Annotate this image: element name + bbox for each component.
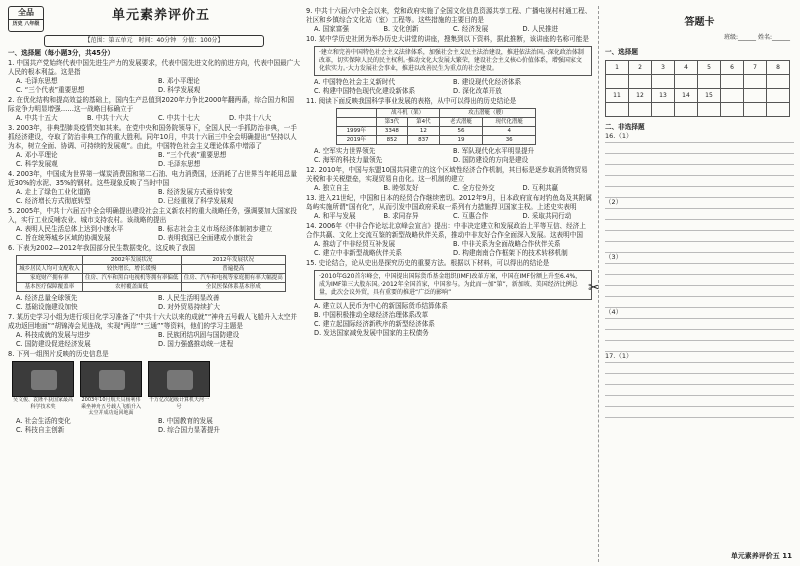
answer-cell[interactable]: 13 bbox=[652, 89, 675, 103]
option[interactable]: C. 科学发展观 bbox=[16, 160, 58, 168]
option[interactable]: B. 经济发展方式亟待转变 bbox=[158, 188, 233, 196]
table-header bbox=[337, 109, 377, 118]
option[interactable]: A. 毛泽东思想 bbox=[16, 77, 58, 85]
options-14 bbox=[306, 240, 592, 258]
option[interactable]: A. 中国特色社会主义新时代 bbox=[314, 78, 396, 86]
question-10: 10. 某中学历史社团为举办历史大讲堂的讲座，搜集到以下资料，据此推断，该讲座的名称可能是 bbox=[306, 35, 589, 43]
logo-subtitle: 历史 八年级 bbox=[9, 19, 43, 28]
answer-grid bbox=[605, 60, 790, 117]
table-cell: 56 bbox=[439, 127, 483, 136]
option[interactable]: B. 标志社会主义市场经济体制初步建立 bbox=[158, 225, 273, 233]
table-cell: 837 bbox=[408, 136, 440, 145]
table-11 bbox=[336, 108, 536, 145]
question-15: 15. 史论结合，论从史出是探究历史的重要方法。根据以下材料，可以得出的结论是 bbox=[306, 259, 550, 267]
question-5: 5. 2005年，中共十六届五中全会明确提出建设社会主义新农村的重大战略任务，强调要加大国家投入，实行工业反哺农业、城市支持农村。该战略的提出 bbox=[8, 207, 297, 224]
table-cell: 住房、汽车和电视等家庭拥有率大幅提高 bbox=[181, 274, 285, 283]
option[interactable]: C. 经济增长方式彻底转型 bbox=[16, 197, 91, 205]
student-info: 班级:______ 姓名:______ bbox=[724, 34, 790, 41]
section-heading: 二、非选择题 bbox=[605, 123, 645, 131]
option[interactable]: C. 海军的科技力量领先 bbox=[314, 156, 383, 164]
source-box-15: ·2010年G20首尔峰会，中国提出国际货币基金组织(IMF)改革方案，中国在IMF份额上升至6.4%，成为IMF第三大股东国。·2012年全国首家，中国参与。为此而一加“第”，新加坡、美国经济比例总量，此次会议外贸，具有重要的推进“广泛的影响” bbox=[314, 270, 592, 300]
option[interactable]: C. “三个代表”重要思想 bbox=[16, 86, 85, 94]
option[interactable]: D. 科学发展观 bbox=[158, 86, 201, 94]
table-row bbox=[17, 274, 286, 283]
question-7: 7. 某历史学习小组为进行项目化学习准备了“中共十六大以来的成就”“神舟五号载人飞船升入太空并成功返回地面”“胡锦涛会见连战，实现“两岸”“三通””等资料，他们的学习主题是 bbox=[8, 313, 297, 330]
question-12: 12. 2010年，中国与东盟10国共同建立的这个区域性经济合作机制，其目标是逐步取消货物贸易关税和非关税壁垒，实现贸易自由化。这一机制的建立 bbox=[306, 166, 588, 183]
section-heading: 一、选择题（每小题3分，共45分） bbox=[8, 49, 115, 57]
options-2 bbox=[8, 114, 300, 123]
page-footer bbox=[731, 551, 792, 561]
table-cell bbox=[337, 118, 377, 127]
source-box-10: ·建立和完善中国特色社会主义法律体系，加强社会主义民主法治建设，推进依法治国。·深化政治体制改革，切实保障人民的民主权利。·推动文化大发展大繁荣，建设社会主义核心价值体系，增强国家文化软实力。·大力发展社会事业，推进以改善民生为重点的社会建设。 bbox=[314, 46, 592, 76]
option[interactable]: B. 中国积极推动全球经济治理体系改革 bbox=[314, 311, 429, 319]
option[interactable]: A. 独立自主 bbox=[314, 184, 349, 192]
option[interactable]: C. 经济发展 bbox=[453, 25, 489, 33]
answer-cell[interactable]: 14 bbox=[675, 89, 698, 103]
question-11: 11. 阅读下面反映我国科学事业发展的表格，从中可以得出的历史结论是 bbox=[306, 97, 517, 105]
table-cell: 现代化潜艇 bbox=[483, 118, 536, 127]
answer-line[interactable]: （3） bbox=[605, 253, 794, 264]
column-left bbox=[8, 6, 300, 562]
question-8: 8. 下列一组图片反映的历史信息是 bbox=[8, 350, 109, 358]
options-1 bbox=[8, 77, 300, 95]
answer-cell[interactable]: 12 bbox=[629, 89, 652, 103]
table-row bbox=[17, 265, 286, 274]
options-9 bbox=[306, 25, 592, 34]
answer-line[interactable]: 16.（1） bbox=[605, 132, 794, 143]
option[interactable]: A. 科技成就的发展与进步 bbox=[16, 331, 91, 339]
options-10 bbox=[306, 78, 592, 96]
table-header: 2012年发展状况 bbox=[181, 256, 285, 265]
option[interactable]: D. 毛泽东思想 bbox=[158, 160, 201, 168]
option[interactable]: D. 人民推进 bbox=[522, 25, 559, 33]
option[interactable]: C. 建立起国际经济新秩序的新型经济体系 bbox=[314, 320, 435, 328]
option[interactable]: D. 对外贸易持续扩大 bbox=[158, 303, 221, 311]
option[interactable]: B. 民族团结巩固与国防建设 bbox=[158, 331, 240, 339]
table-cell: 家庭财产拥有率 bbox=[17, 274, 83, 283]
table-cell: 城乡居民人均可支配收入 bbox=[17, 265, 83, 274]
table-cell: 较快增长，增长缓慢 bbox=[82, 265, 181, 274]
logo-text: 全品 bbox=[18, 8, 34, 17]
answer-cell[interactable]: 2 bbox=[629, 61, 652, 75]
question-1: 1. 中国共产党始终代表中国先进生产力的发展要求，代表中国先进文化的前进方向，代表中国最广大人民的根本利益。这是指 bbox=[8, 59, 300, 76]
table-cell: 2019年 bbox=[337, 136, 377, 145]
table-cell: 老式潜艇 bbox=[439, 118, 483, 127]
table-header: 2002年发展状况 bbox=[82, 256, 181, 265]
option[interactable]: B. 求同存异 bbox=[383, 212, 419, 220]
option[interactable]: C. 国防建设促进经济发展 bbox=[16, 340, 91, 348]
question-2: 2. 在优化结构和提高效益的基础上，国内生产总值到2020年力争比2000年翻两番，综合国力和国际竞争力明显增强……这一战略目标确立于 bbox=[8, 96, 294, 113]
exam-meta: 【范围：第五单元 时间：40分钟 分值：100分】 bbox=[44, 35, 264, 47]
question-6: 6. 下表为2002—2012年我国部分民生数据变化，这反映了我国 bbox=[8, 244, 196, 252]
question-13: 13. 进入21世纪，中国和日本的经贸合作继续密切。2012年9月，日本政府宣布对钓鱼岛及其附属岛屿实施所谓“国有化”，从而引发中国政府采取一系列有力措施捍卫国家主权。上述史实表明 bbox=[306, 194, 592, 211]
option[interactable]: C. 基础设施建设加快 bbox=[16, 303, 78, 311]
options-8 bbox=[8, 417, 300, 435]
option[interactable]: C. 全方位外交 bbox=[453, 184, 495, 192]
brand-logo bbox=[8, 6, 44, 32]
option[interactable]: B. 中国教育的发展 bbox=[158, 416, 213, 425]
option[interactable]: A. 国家富强 bbox=[314, 25, 349, 33]
question-4: 4. 2003年，中国成为世界第一煤炭消费国和第二石油、电力消费国，还消耗了占世界当年耗用总量近30%的水泥、35%的钢材。这些现象反映了当时中国 bbox=[8, 170, 297, 187]
option[interactable]: B. 文化创新 bbox=[383, 25, 419, 33]
table-row bbox=[337, 127, 536, 136]
option[interactable]: C. 旨在统筹城乡区域的协调发展 bbox=[16, 234, 111, 242]
option[interactable]: C. 构建中国特色现代化建设新体系 bbox=[314, 87, 416, 95]
option[interactable]: A. 空军实力世界领先 bbox=[314, 147, 376, 155]
option[interactable]: B. 军队现代化水平明显提升 bbox=[453, 147, 535, 155]
option[interactable]: B. 人民生活明显改善 bbox=[158, 294, 220, 302]
option[interactable]: D. 构建南南合作框架下的技术转移机制 bbox=[453, 249, 568, 257]
table-header: 攻击潜艇（艘） bbox=[439, 109, 535, 118]
table-header bbox=[17, 256, 83, 265]
option[interactable]: A. 推动了中非经贸互补发展 bbox=[314, 240, 396, 248]
table-cell: 4 bbox=[483, 127, 536, 136]
scissors-icon: ✂ bbox=[588, 280, 600, 296]
table-cell: 住房、汽车和黑白电视机等拥有率偏低 bbox=[82, 274, 181, 283]
option[interactable]: B. 建设现代化经济体系 bbox=[453, 78, 522, 86]
answer-card-title: 答题卡 bbox=[684, 17, 715, 28]
column-middle bbox=[306, 6, 592, 562]
answer-cell[interactable]: 4 bbox=[675, 61, 698, 75]
table-header: 战斗机（架） bbox=[376, 109, 439, 118]
option[interactable]: D. 深化改革开放 bbox=[453, 87, 502, 95]
option[interactable]: D. 发达国家减免发展中国家的主权债务 bbox=[314, 329, 429, 337]
options-11 bbox=[306, 147, 592, 165]
table-row bbox=[337, 136, 536, 145]
answer-cell[interactable]: 15 bbox=[698, 89, 721, 103]
photo-caption: 吴文俊、袁隆平获国家最高科学技术奖 bbox=[12, 397, 73, 410]
option[interactable]: A. 和平与发展 bbox=[314, 212, 356, 220]
option[interactable]: D. 已经重视了科学发展观 bbox=[158, 197, 234, 205]
option[interactable]: A. 建立以人民币为中心的新国际货币结算体系 bbox=[314, 302, 448, 310]
answer-cell[interactable]: 11 bbox=[606, 89, 629, 103]
option[interactable]: A. 中共十五大 bbox=[16, 114, 58, 122]
options-7 bbox=[8, 331, 300, 349]
page-title: 单元素养评价五 bbox=[112, 8, 211, 23]
table-cell: 第4代 bbox=[408, 118, 440, 127]
option[interactable]: D. 国防建设的方向是建设 bbox=[453, 156, 529, 164]
table-cell: 1999年 bbox=[337, 127, 377, 136]
section-heading: 一、选择题 bbox=[605, 48, 638, 56]
option[interactable]: A. 表明人民生活总体上达到小康水平 bbox=[16, 225, 124, 233]
option[interactable]: A. 经济总量全球领先 bbox=[16, 294, 78, 302]
options-12 bbox=[306, 184, 592, 193]
options-15 bbox=[306, 302, 592, 338]
options-6 bbox=[8, 294, 300, 312]
option[interactable]: B. 中非关系为全面战略合作伙伴关系 bbox=[453, 240, 561, 248]
option[interactable]: A. 邓小平理论 bbox=[16, 151, 58, 159]
question-9: 9. 中共十六届六中全会以来，党和政府实施了全国文化信息资源共享工程、广播电视村村通工程、社区和乡镇综合文化站（室）工程等。这些措施的主要目的是 bbox=[306, 7, 592, 24]
option[interactable]: B. 邓小平理论 bbox=[158, 77, 200, 85]
option[interactable]: C. 建立中非新型战略伙伴关系 bbox=[314, 249, 402, 257]
option[interactable]: D. 采取共同行动 bbox=[522, 212, 572, 220]
table-cell: 基本医疗保障覆盖率 bbox=[17, 283, 83, 292]
options-13 bbox=[306, 212, 592, 221]
option[interactable]: D. 综合国力显著提升 bbox=[158, 425, 221, 434]
option[interactable]: A. 走上了绿色工业化道路 bbox=[16, 188, 91, 196]
answer-cell[interactable]: 7 bbox=[744, 61, 767, 75]
table-cell: 农村覆盖面低 bbox=[82, 283, 181, 292]
photo-row bbox=[8, 361, 300, 417]
question-3: 3. 2003年，非典型肺炎疫情突如其来。在党中央和国务院领导下，全国人民一手抓防治非典，一手抓经济建设，夺取了防治非典工作的重大胜利。同年10月，中共十六届三中全会明确提出“坚持以人为本，树立全面、协调、可持续的发展观”。由此，中国特色社会主义理论体系中增添了 bbox=[8, 124, 297, 150]
table-cell: 全民医保体系基本形成 bbox=[181, 283, 285, 292]
option[interactable]: C. 互惠合作 bbox=[453, 212, 489, 220]
answer-cell[interactable]: 1 bbox=[606, 61, 629, 75]
option[interactable]: C. 中共十七大 bbox=[158, 114, 200, 122]
option[interactable]: C. 科技自主创新 bbox=[16, 425, 65, 434]
option[interactable]: D. 互利共赢 bbox=[522, 184, 559, 192]
photo-astronaut bbox=[80, 361, 142, 397]
photo-scientists bbox=[12, 361, 74, 397]
answer-line[interactable]: （4） bbox=[605, 308, 794, 319]
table-cell: 3348 bbox=[376, 127, 408, 136]
answer-line[interactable]: 17.（1） bbox=[605, 352, 794, 363]
answer-cell[interactable]: 8 bbox=[767, 61, 790, 75]
photo-supercomputer bbox=[148, 361, 210, 397]
name-label: 姓名: bbox=[757, 34, 772, 41]
option[interactable]: D. 表明我国已全面建成小康社会 bbox=[158, 234, 253, 242]
table-cell: 普遍提高 bbox=[181, 265, 285, 274]
option[interactable]: B. 睦邻友好 bbox=[383, 184, 419, 192]
option[interactable]: D. 中共十八大 bbox=[229, 114, 272, 122]
option[interactable]: A. 社会生活的变化 bbox=[16, 416, 71, 425]
answer-cell[interactable]: 3 bbox=[652, 61, 675, 75]
page-number: 11 bbox=[782, 552, 792, 560]
table-cell: 12 bbox=[408, 127, 440, 136]
answer-cell[interactable]: 6 bbox=[721, 61, 744, 75]
table-cell: 第3代 bbox=[376, 118, 408, 127]
photo-caption: 2003年10月航天员杨利伟乘坐神舟五号载人飞船升入太空并成功返回地面 bbox=[80, 397, 141, 416]
option[interactable]: B. 中共十六大 bbox=[87, 114, 129, 122]
question-14: 14. 2006年《中非合作论坛北京峰会宣言》提出：中非决定建立和发展政治上平等互信、经济上合作共赢、文化上交流互鉴的新型战略伙伴关系，推动中非友好合作全面深入发展。这表明中国 bbox=[306, 222, 586, 239]
table-cell: 19 bbox=[439, 136, 483, 145]
answer-line[interactable]: （2） bbox=[605, 198, 794, 209]
table-cell: 36 bbox=[483, 136, 536, 145]
answer-cell[interactable]: 5 bbox=[698, 61, 721, 75]
answer-card bbox=[598, 6, 794, 562]
table-6 bbox=[16, 255, 286, 292]
options-3 bbox=[8, 151, 300, 169]
option[interactable]: D. 国力强盛推动统一进程 bbox=[158, 340, 234, 348]
class-label: 班级: bbox=[724, 34, 739, 41]
options-4 bbox=[8, 188, 300, 206]
option[interactable]: B. “三个代表”重要思想 bbox=[158, 151, 227, 159]
options-5 bbox=[8, 225, 300, 243]
photo-caption: 千万亿次超级计算机天河一号 bbox=[148, 397, 209, 410]
footer-text: 单元素养评价五 bbox=[730, 552, 780, 560]
table-row bbox=[17, 283, 286, 292]
table-cell: 852 bbox=[376, 136, 408, 145]
